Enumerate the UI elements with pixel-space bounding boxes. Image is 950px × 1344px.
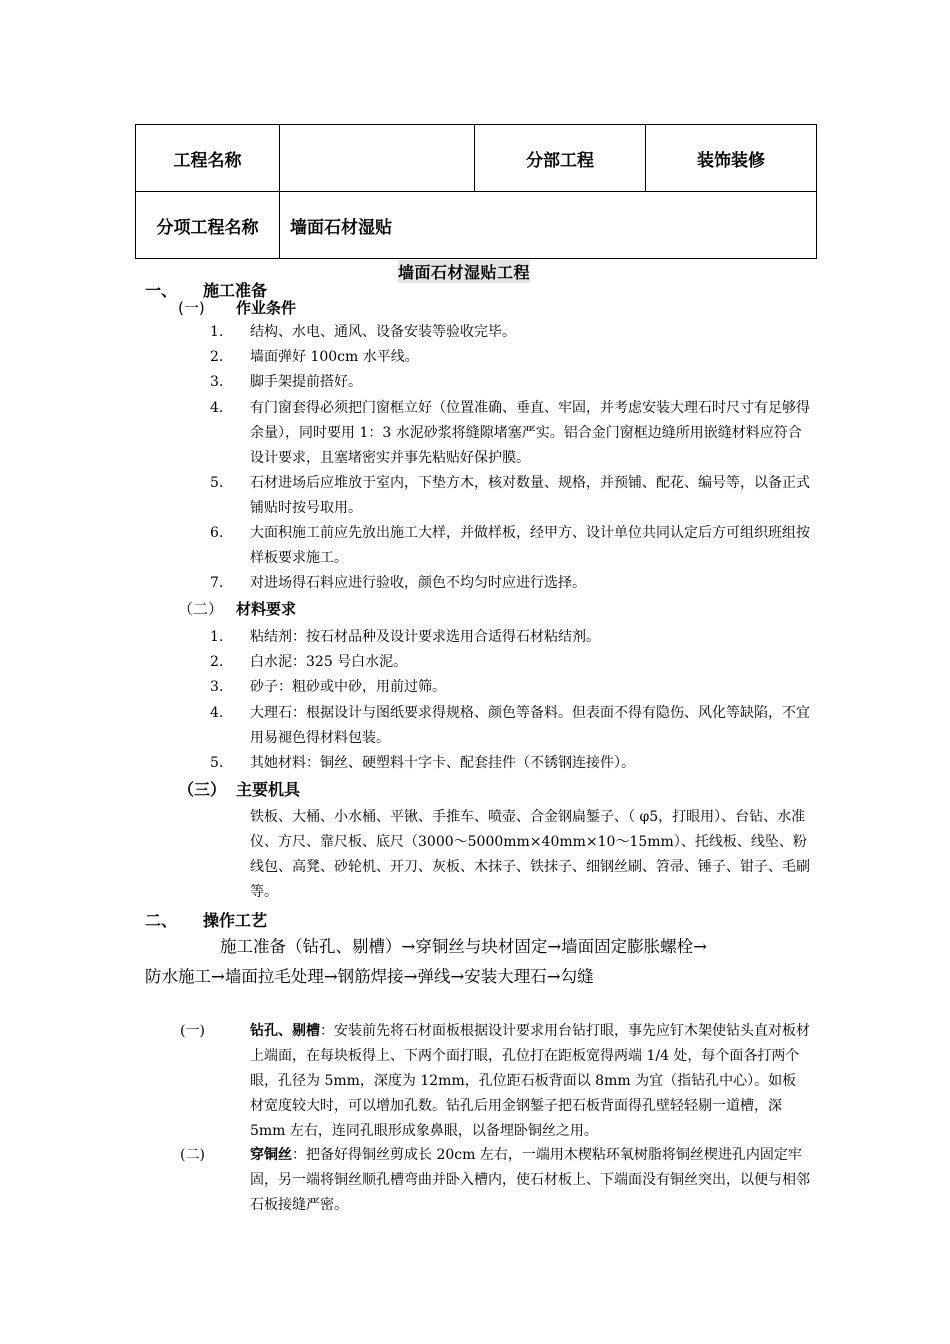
step-text: ：安装前先将石材面板根据设计要求用台钻打眼，事先应钉木架使钻头直对板材上端面，在每块板得上、下两个面打眼，孔位打在距板宽得两端 1/4 处，每个面各打两个眼，孔径为 5mm，深度为 12mm，孔位距石板背面以 8mm 为宜（指钻孔中心）。如板材宽度较大时，可以增加孔数。钻孔后用金钢錾子把石板背面得孔壁轻轻剔一道槽，深 5mm 左右，连同孔眼形成象鼻眼，以备埋卧铜丝之用。 — [250, 1023, 810, 1139]
section2-title: 操作工艺 — [203, 911, 268, 930]
step-text: ：把备好得铜丝剪成长 20cm 左右，一端用木楔粘环氧树脂将铜丝楔进孔内固定牢固，另一端将铜丝顺孔槽弯曲并卧入槽内，使石材板上、下端面没有铜丝突出，以便与相邻石板接缝严密。 — [250, 1147, 810, 1213]
step-label: 钻孔、剔槽 — [250, 1023, 320, 1039]
subsection2-title: 材料要求 — [236, 600, 297, 618]
division-value: 装饰装修 — [646, 125, 817, 192]
section2-heading — [145, 908, 267, 931]
process-flow-line1: 施工准备（钻孔、剔槽）→穿铜丝与块材固定→墙面固定膨胀螺栓→ — [220, 937, 707, 956]
subitem-label: 分项工程名称 — [136, 192, 280, 259]
subsection3-title: 主要机具 — [236, 780, 301, 799]
subsection2-heading — [178, 598, 296, 619]
subsection3-number: （三） — [178, 780, 227, 799]
subsection1-heading — [178, 297, 296, 318]
section2-number: 二、 — [145, 911, 178, 930]
subsection1-title: 作业条件 — [236, 299, 297, 317]
process-flow-line2: 防水施工→墙面拉毛处理→钢筋焊接→弹线→安装大理石→勾缝 — [145, 967, 594, 986]
subsection3-heading — [178, 777, 300, 800]
tools-paragraph: 铁板、大桶、小水桶、平锹、手推车、喷壶、合金钢扁錾子、（ φ5，打眼用）、台钻、水准仪、方尺、靠尺板、底尺（3000～5000mm×40mm×10～15mm）、托线板、线坠、粉线包、高凳、砂轮机、开刀、灰板、木抹子、铁抹子、细钢丝刷、笤帚、锤子、钳子、毛刷等。 — [250, 809, 810, 900]
document-page: 工程名称 分部工程 装饰装修 分项工程名称 墙面石材湿贴 墙面石材湿贴工程 一、 施工准备 (一) 作业条件 1. 结构、水电、通风、设备安装等验收完毕。 2. 墙面弹好 100cm 水平线。 3. 脚手架提前搭好。 4. 有门窗套得必须把门窗框立好（位置准确、垂直、牢固，并考虑安装大理石时尺寸有足够得余量），同时要用 1：3 水泥砂浆将缝隙堵塞严实。铝合金门窗框边缝所用嵌缝材料应符合设计要求，且塞堵密实并事先粘贴好保护膜。 5. 石材进场后应堆放于室内，下垫方木，核对数量、规格，并预铺、配花、编号等，以备正式铺贴时按号取用。 6. 大面积施工前应先放出施工大样，并做样板，经甲方、设计单位共同认定后方可组织班组按样板要求施工。 7. 对进场得石料应进行验收，颜色不均匀时应进行选择。 （二） 材料要求 1. 粘结剂：按石材品种及设计要求选用合适得石材粘结剂。 2. 白水泥：325 号白水泥。 3. 砂子：粗砂或中砂，用前过筛。 4. 大理石：根据设计与图纸要求得规格、颜色等备料。但表面不得有隐伤、风化等缺陷，不宜用易褪色得材料包装。 5. 其她材料：铜丝、硬塑料十字卡、配套挂件（不锈钢连接件）。 （三） 主要机具 铁板、大桶、小水桶、平锹、手推车、喷壶、合金钢扁錾子、（ φ5，打眼用）、台钻、水准仪、方尺、靠尺板、底尺（3000～5000mm×40mm×10～15mm）、托线板、线坠、粉线包、高凳、砂轮机、开刀、灰板、木抹子、铁抹子、细钢丝刷、笤帚、锤子、钳子、毛刷等。 二、 操作工艺 施工准备（钻孔、剔槽）→穿铜丝与块材固定→墙面固定膨胀螺栓→ 防水施工→墙面拉毛处理→钢筋焊接→弹线→安装大理石→勾缝 (一) 钻孔、剔槽：安装前先将石材面板根据设计要求用台钻打眼，事先应钉木架使钻头直对板材上端面，在每块板得上、下两个面打眼，孔位打在距板宽得两端 1/4 处，每个面各打两个眼，孔径为 5mm，深度为 12mm，孔位距石板背面以 8mm 为宜（指钻孔中心）。如板材宽度较大时，可以增加孔数。钻孔后用金钢錾子把石板背面得孔壁轻轻剔一道槽，深 5mm 左右，连同孔眼形成象鼻眼，以备埋卧铜丝之用。 (二) 穿铜丝：把备好得铜丝剪成长 20cm 左右，一端用木楔粘环氧树脂将铜丝楔进孔内固定牢固，另一端将铜丝顺孔槽弯曲并卧入槽内，使石材板上、下端面没有铜丝突出，以便与相邻石板接缝严密。 — [0, 0, 950, 1344]
project-name-value — [280, 125, 475, 192]
subitem-value: 墙面石材湿贴 — [280, 192, 817, 259]
step-label: 穿铜丝 — [250, 1147, 292, 1163]
document-title: 墙面石材湿贴工程 — [398, 260, 530, 283]
division-label: 分部工程 — [475, 125, 646, 192]
section1-number: 一、 — [145, 281, 178, 300]
project-info-table — [135, 124, 817, 259]
project-name-label: 工程名称 — [136, 125, 280, 192]
subsection1-number: (一) — [178, 299, 205, 317]
subsection2-number: （二） — [178, 600, 224, 618]
section1-title: 施工准备 — [203, 281, 268, 300]
